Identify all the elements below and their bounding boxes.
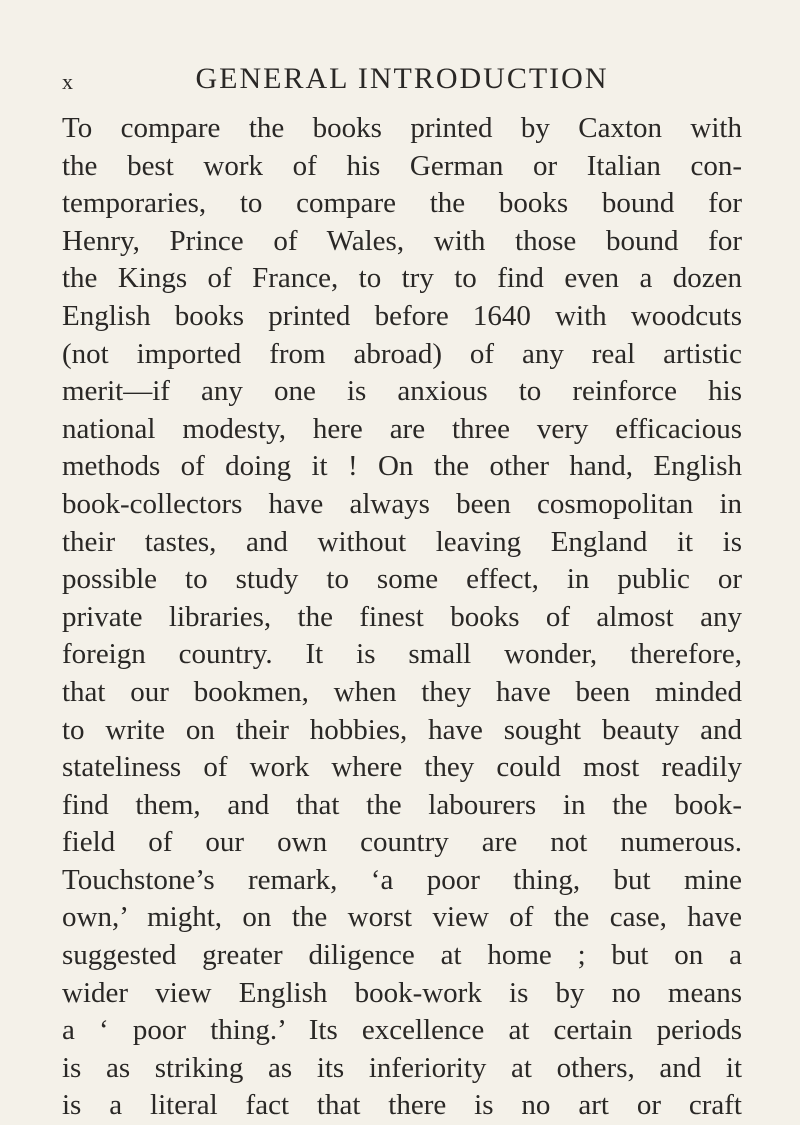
- body-text: [62, 110, 742, 1125]
- text-line: methods of doing it ! On the other hand, English: [62, 450, 742, 483]
- text-line: is a literal fact that there is no art or craft: [62, 1089, 742, 1122]
- text-line: book-collectors have always been cosmopolitan in: [62, 487, 742, 520]
- text-line: foreign country. It is small wonder, therefore,: [62, 638, 742, 671]
- text-line: the best work of his German or Italian con-: [62, 149, 742, 182]
- text-line: that our bookmen, when they have been minded: [62, 675, 742, 708]
- text-line: the Kings of France, to try to find even a dozen: [62, 262, 742, 295]
- running-head-title: GENERAL INTRODUCTION: [195, 62, 609, 95]
- text-line: own,’ might, on the worst view of the case, have: [62, 901, 742, 934]
- text-line: national modesty, here are three very efficacious: [62, 412, 742, 445]
- text-line: wider view English book-work is by no means: [62, 976, 742, 1009]
- text-line: find them, and that the labourers in the book-: [62, 788, 742, 821]
- text-line: English books printed before 1640 with woodcuts: [62, 299, 742, 332]
- running-head: [62, 62, 742, 98]
- text-line: a ‘ poor thing.’ Its excellence at certain periods: [62, 1014, 742, 1047]
- text-line: field of our own country are not numerous.: [62, 826, 742, 859]
- text-line: temporaries, to compare the books bound for: [62, 187, 742, 220]
- text-line: private libraries, the finest books of almost any: [62, 600, 742, 633]
- text-line: their tastes, and without leaving England it is: [62, 525, 742, 558]
- text-line: To compare the books printed by Caxton with: [62, 112, 742, 144]
- text-line: to write on their hobbies, have sought beauty and: [62, 713, 742, 746]
- text-line: Touchstone’s remark, ‘a poor thing, but mine: [62, 863, 742, 896]
- text-line: possible to study to some effect, in public or: [62, 563, 742, 596]
- text-line: suggested greater diligence at home ; but on a: [62, 939, 742, 972]
- text-line: stateliness of work where they could most readily: [62, 751, 742, 784]
- text-line: is as striking as its inferiority at others, and it: [62, 1051, 742, 1084]
- text-line: (not imported from abroad) of any real artistic: [62, 337, 742, 370]
- page-number: x: [62, 69, 74, 94]
- text-line: Henry, Prince of Wales, with those bound for: [62, 224, 742, 257]
- text-line: merit—if any one is anxious to reinforce his: [62, 375, 742, 408]
